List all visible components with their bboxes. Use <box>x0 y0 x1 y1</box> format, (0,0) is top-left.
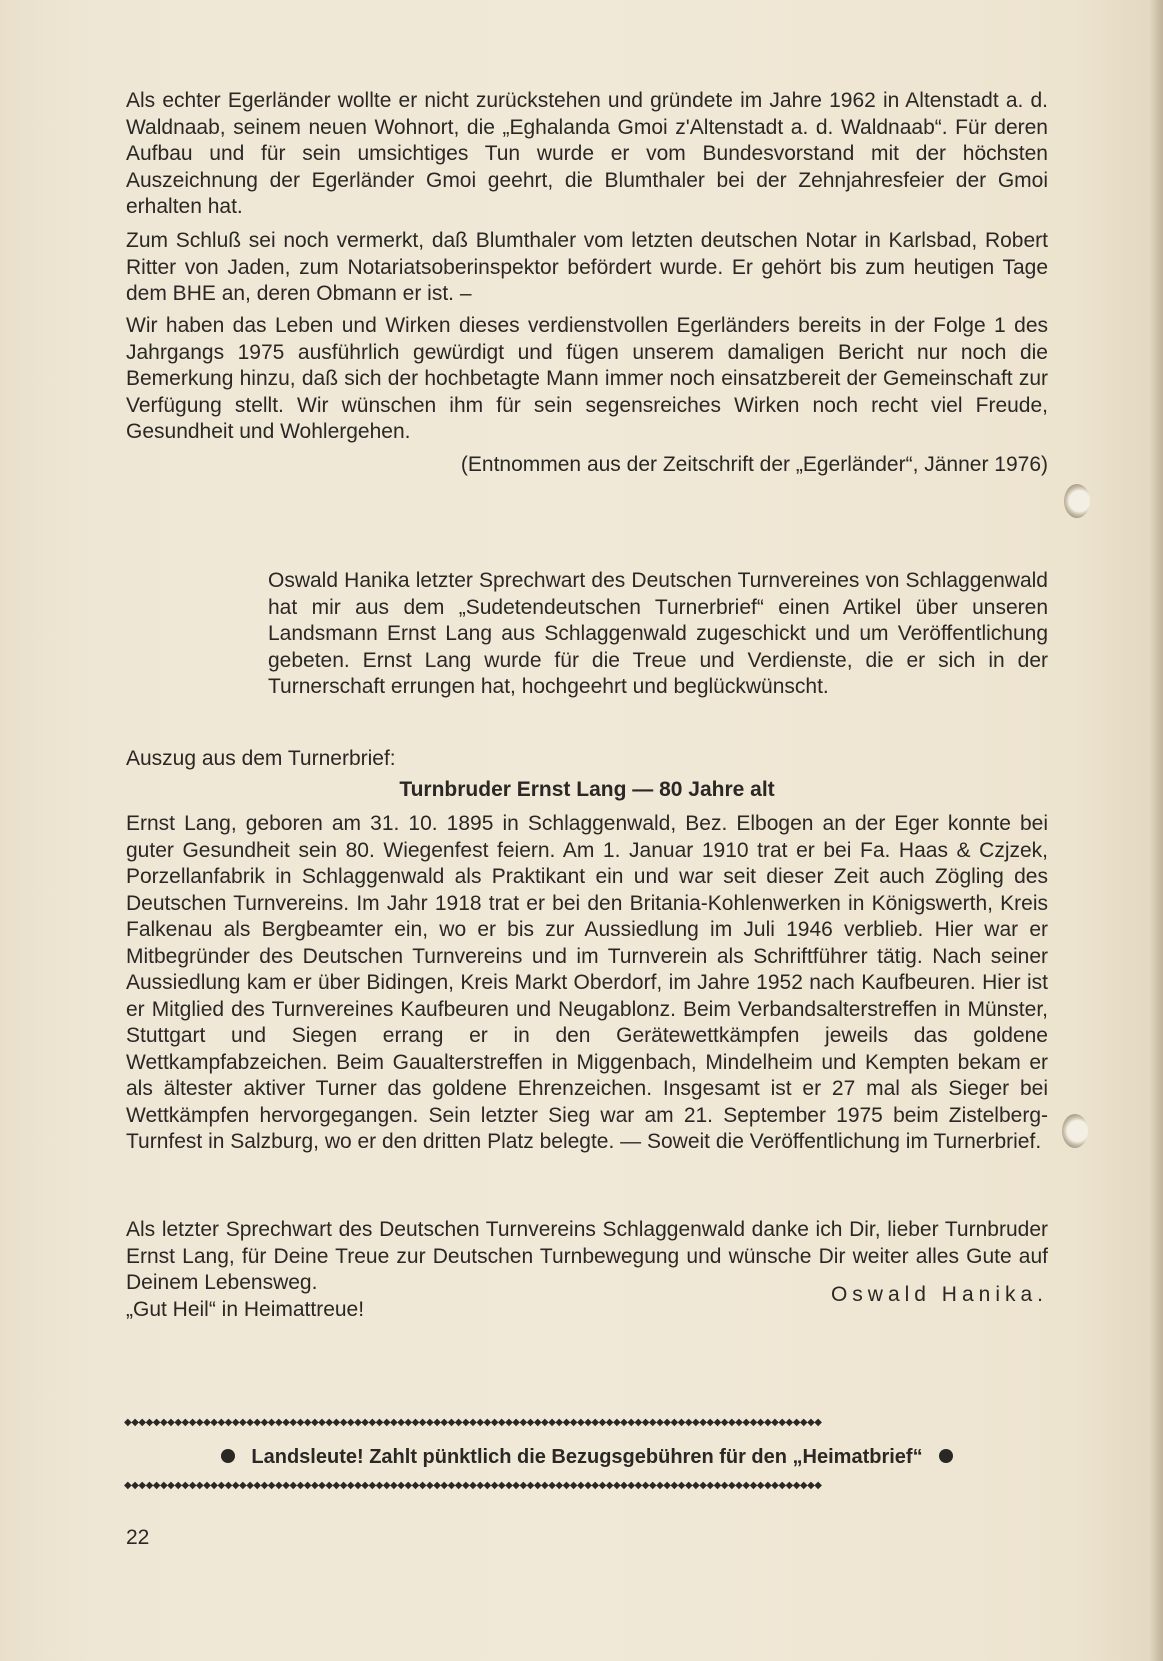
closing-paragraph: Als letzter Sprechwart des Deutschen Turnvereins Schlaggenwald danke ich Dir, lieber Turnbruder Ernst Lang, für Deine Treue zur Deutschen Turnbewegung und wünsche Dir weiter alles Gute auf Deinem Lebensweg. <box>126 1218 1048 1294</box>
page-edge-shadow <box>1149 0 1163 1661</box>
payment-notice <box>124 1444 1050 1470</box>
article-heading: Turnbruder Ernst Lang — 80 Jahre alt <box>399 778 775 801</box>
page-number: 22 <box>126 1526 150 1549</box>
greeting-line: „Gut Heil“ in Heimattreue! <box>126 1298 365 1321</box>
paragraph-text: Als echter Egerländer wollte er nicht zurückstehen und gründete im Jahre 1962 in Altenstadt a. d. Waldnaab, seinem neuen Wohnort, die „Eghalanda Gmoi z'Altenstadt a. d. Waldnaab“. Für deren Aufbau und für sein umsichtiges Tun wurde er vom Bundesvorstand mit der höchsten Auszeichnung der Egerländer Gmoi geehrt, die Blumthaler bei der Zehnjahresfeier der Gmoi erhalten hat. <box>126 89 1048 218</box>
bullet-icon <box>939 1449 953 1463</box>
punch-hole-icon <box>1062 1114 1088 1148</box>
paragraph-gmoi-founding <box>126 88 1048 221</box>
diamond-border-top: ◆◆◆◆◆◆◆◆◆◆◆◆◆◆◆◆◆◆◆◆◆◆◆◆◆◆◆◆◆◆◆◆◆◆◆◆◆◆◆◆◆◆◆◆◆◆◆◆◆◆◆◆◆◆◆◆◆◆◆◆◆◆◆◆◆◆◆◆◆◆◆◆◆◆◆◆◆◆◆◆◆◆◆◆◆◆◆◆◆◆◆◆◆◆◆◆◆ <box>124 1418 822 1428</box>
paragraph-tribute <box>126 313 1048 446</box>
paragraph-text: Wir haben das Leben und Wirken dieses verdienstvollen Egerländers bereits in der Folge 1 des Jahrgangs 1975 ausführlich gewürdigt und fügen unserem damaligen Bericht nur noch die Bemerkung hinzu, daß sich der hochbetagte Mann immer noch einsatzbereit der Gemeinschaft zur Verfügung stellt. Wir wünschen ihm für sein segensreiches Wirken noch recht viel Freude, Gesundheit und Wohlergehen. <box>126 314 1048 443</box>
paragraph-notary <box>126 228 1048 308</box>
paragraph-text: Zum Schluß sei noch vermerkt, daß Blumthaler vom letzten deutschen Notar in Karlsbad, Robert Ritter von Jaden, zum Notariatsoberinspektor befördert wurde. Er gehört bis zum heutigen Tage dem BHE an, deren Obmann er ist. – <box>126 229 1048 305</box>
excerpt-label: Auszug aus dem Turnerbrief: <box>126 747 396 770</box>
bullet-icon <box>221 1449 235 1463</box>
source-note: (Entnommen aus der Zeitschrift der „Egerländer“, Jänner 1976) <box>460 453 1048 476</box>
payment-notice-text: Landsleute! Zahlt pünktlich die Bezugsgebühren für den „Heimatbrief“ <box>251 1446 923 1468</box>
intro-paragraph: Oswald Hanika letzter Sprechwart des Deutschen Turnvereines von Schlaggenwald hat mir aus dem „Sudetendeutschen Turnerbrief“ einen Artikel über unseren Landsmann Ernst Lang aus Schlaggenwald zugeschickt und um Veröffentlichung gebeten. Ernst Lang wurde für die Treue und Verdienste, die er sich in der Turnerschaft errungen hat, hochgeehrt und beglückwünscht. <box>268 569 1048 698</box>
article-body: Ernst Lang, geboren am 31. 10. 1895 in Schlaggenwald, Bez. Elbogen an der Eger konnte bei guter Gesundheit sein 80. Wiegenfest feiern. Am 1. Januar 1910 trat er bei Fa. Haas & Czjzek, Porzellanfabrik in Schlaggenwald als Praktikant ein und war seit dieser Zeit auch Zögling des Deutschen Turnvereins. Im Jahr 1918 trat er bei den Britania-Kohlenwerken in Königswerth, Kreis Falkenau als Bergbeamter ein, wo er bis zur Aussiedlung im Juli 1946 verblieb. Hier war er Mitbegründer des Deutschen Turnvereins und im Turnverein als Schriftführer tätig. Nach seiner Aussiedlung kam er über Bidingen, Kreis Markt Oberdorf, im Jahre 1952 nach Kaufbeuren. Hier ist er Mitglied des Turnvereines Kaufbeuren und Neugablonz. Beim Verbandsalterstreffen in Münster, Stuttgart und Siegen errang er in den Gerätewettkämpfen jeweils das goldene Wettkampfabzeichen. Beim Gaualterstreffen in Miggenbach, Mindelheim und Kempten bekam er als ältester aktiver Turner das goldene Ehrenzeichen. Insgesamt ist er 27 mal als Sieger bei Wettkämpfen hervorgegangen. Sein letzter Sieg war am 21. September 1975 beim Zistelberg-Turnfest in Salzburg, wo er den dritten Platz belegte. — Soweit die Veröffentlichung im Turnerbrief. <box>126 812 1048 1153</box>
signature: Oswald Hanika. <box>830 1283 1048 1306</box>
diamond-border-bottom: ◆◆◆◆◆◆◆◆◆◆◆◆◆◆◆◆◆◆◆◆◆◆◆◆◆◆◆◆◆◆◆◆◆◆◆◆◆◆◆◆◆◆◆◆◆◆◆◆◆◆◆◆◆◆◆◆◆◆◆◆◆◆◆◆◆◆◆◆◆◆◆◆◆◆◆◆◆◆◆◆◆◆◆◆◆◆◆◆◆◆◆◆◆◆◆◆◆ <box>124 1481 822 1491</box>
punch-hole-icon <box>1064 484 1090 518</box>
